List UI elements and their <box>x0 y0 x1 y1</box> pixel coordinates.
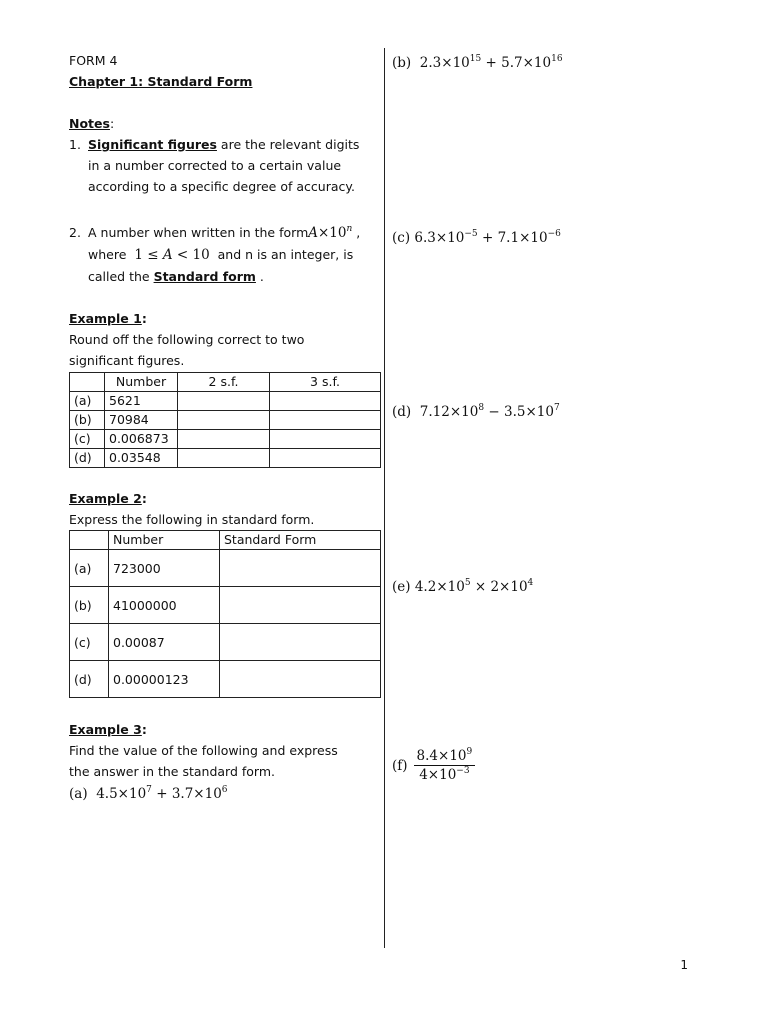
question-f <box>392 748 475 783</box>
question-b-e1: 15 <box>469 54 482 64</box>
table-row <box>70 587 381 624</box>
header-label <box>70 531 109 550</box>
range-condition: 1 ≤ A < 10 <box>134 247 210 263</box>
table-row <box>70 411 381 430</box>
row-number: 0.00000123 <box>109 661 220 698</box>
example-3-title: Example 3 <box>69 722 142 737</box>
question-f-e2: −3 <box>456 766 470 776</box>
table-row <box>70 392 381 411</box>
question-a-m1: 4.5 <box>96 786 118 802</box>
notes-colon: : <box>109 116 115 131</box>
row-label: (d) <box>70 661 109 698</box>
row-label: (c) <box>70 624 109 661</box>
example-3-instruction-1: Find the value of the following and express <box>69 743 338 758</box>
question-d-e2: 7 <box>553 403 560 413</box>
column-divider <box>384 48 385 948</box>
question-b-label: (b) <box>392 55 412 71</box>
question-b-e2: 16 <box>551 54 563 64</box>
example-2-table <box>69 530 381 698</box>
example-1-heading <box>69 308 384 329</box>
answer-cell <box>178 430 270 449</box>
chapter-title: Chapter 1: Standard Form <box>69 74 253 89</box>
question-c-m2: 7.1 <box>497 230 520 246</box>
example-2-title: Example 2 <box>69 491 142 506</box>
question-d-label: (d) <box>392 404 412 420</box>
question-a-e2: 6 <box>221 785 228 795</box>
question-c: (c) $6.3\times 10^{-5} + 7.1\times 10^{-6}$ <box>392 229 561 246</box>
question-f-fraction <box>414 748 476 783</box>
question-a-e1: 7 <box>146 785 152 795</box>
header-label <box>70 373 105 392</box>
note-2: 2. A number when written in the $formA\times 10^n$ , where 1 ≤ A < 10 and n is an integer, is called the Standard form . <box>69 222 384 287</box>
example-3-heading <box>69 719 384 740</box>
question-b-m1: 2.3 <box>419 55 442 71</box>
row-number: 41000000 <box>109 587 220 624</box>
answer-cell <box>220 661 381 698</box>
header-2sf: 2 s.f. <box>178 373 270 392</box>
question-b: (b) $2.3\times 10^{15} + 5.7\times 10^{16}$ <box>392 54 563 71</box>
table-header-row <box>70 373 381 392</box>
note-2-text-4: called the <box>88 269 150 284</box>
table-row <box>70 661 381 698</box>
question-f-e1: 9 <box>466 747 473 757</box>
row-number: 5621 <box>105 392 178 411</box>
example-2-instruction: Express the following in standard form. <box>69 512 315 527</box>
question-e-label: (e) <box>392 579 411 595</box>
example-2-heading <box>69 488 384 509</box>
question-d-op: − <box>488 404 500 420</box>
example-1-table <box>69 372 381 468</box>
example-1-instruction-2: significant figures. <box>69 353 185 368</box>
question-e-op: × <box>474 579 487 595</box>
notes-title: Notes <box>69 116 110 131</box>
question-a: (a) $4.5\times 10^7 + 3.7\times 10^6$ <box>69 785 228 802</box>
header-standard-form: Standard Form <box>220 531 381 550</box>
example-1-colon: : <box>141 311 147 326</box>
question-b-op: + <box>485 55 497 71</box>
answer-cell <box>220 587 381 624</box>
fraction-denominator: $4\times 10^{-3}$ <box>419 766 470 783</box>
question-e-m2: 2 <box>490 579 500 595</box>
significant-figures-term: Significant figures <box>88 137 217 152</box>
row-label: (a) <box>70 550 109 587</box>
row-label: (b) <box>70 411 105 430</box>
table-row <box>70 624 381 661</box>
row-label: (a) <box>70 392 105 411</box>
question-c-op: + <box>481 230 494 246</box>
example-2-colon: : <box>141 491 147 506</box>
form-heading: FORM 4 <box>69 53 118 68</box>
question-e-e1: 5 <box>464 578 471 588</box>
note-1-number: 1. <box>69 137 81 152</box>
table-header-row <box>70 531 381 550</box>
example-1-title: Example 1 <box>69 311 142 326</box>
question-e-e2: 4 <box>527 578 534 588</box>
question-c-e1: −5 <box>464 229 478 239</box>
row-number: 723000 <box>109 550 220 587</box>
note-2-end: . <box>255 269 264 284</box>
table-row <box>70 449 381 468</box>
note-1-line-2: in a number corrected to a certain value <box>88 158 342 173</box>
question-d-e1: 8 <box>478 403 485 413</box>
question-d-m1: 7.12 <box>419 404 450 420</box>
answer-cell <box>220 550 381 587</box>
row-label: (b) <box>70 587 109 624</box>
example-3-colon: : <box>141 722 147 737</box>
question-d: (d) $7.12\times 10^8 - 3.5\times 10^7$ <box>392 403 560 420</box>
left-column <box>69 50 384 805</box>
answer-cell <box>270 411 381 430</box>
note-2-text-2: where <box>88 247 127 262</box>
question-e-m1: 4.2 <box>414 579 437 595</box>
row-number: 0.006873 <box>105 430 178 449</box>
question-c-e2: −6 <box>547 229 561 239</box>
row-number: 0.03548 <box>105 449 178 468</box>
question-c-m1: 6.3 <box>414 230 436 246</box>
table-row <box>70 550 381 587</box>
question-a-op: + <box>156 786 168 802</box>
question-f-m2: 4 <box>419 767 428 783</box>
example-3-instruction-2: the answer in the standard form. <box>69 764 275 779</box>
header-number: Number <box>105 373 178 392</box>
page-number: 1 <box>680 958 688 972</box>
table-row <box>70 430 381 449</box>
answer-cell <box>220 624 381 661</box>
answer-cell <box>270 449 381 468</box>
note-1-line-1: are the relevant digits <box>216 137 360 152</box>
row-label: (c) <box>70 430 105 449</box>
header-3sf: 3 s.f. <box>270 373 381 392</box>
note-2-text-1: A number when written in the form <box>88 225 309 240</box>
example-1-instruction-1: Round off the following correct to two <box>69 332 305 347</box>
row-number: 70984 <box>105 411 178 430</box>
question-a-m2: 3.7 <box>171 786 194 802</box>
note-2-text-3: and n is an integer, is <box>217 247 354 262</box>
notes-heading <box>69 113 384 134</box>
question-a-label: (a) <box>69 786 88 802</box>
question-c-label: (c) <box>392 230 411 246</box>
header-number: Number <box>109 531 220 550</box>
answer-cell <box>270 430 381 449</box>
note-1-line-3: according to a specific degree of accuracy. <box>88 179 355 194</box>
note-2-number: 2. <box>69 225 81 240</box>
question-e: (e) $4.2\times 10^5 \times 2\times 10^4$ <box>392 578 534 595</box>
standard-form-expression: $A\times 10^n$ <box>308 224 353 241</box>
answer-cell <box>270 392 381 411</box>
question-b-m2: 5.7 <box>501 55 523 71</box>
note-1 <box>69 134 384 197</box>
answer-cell <box>178 392 270 411</box>
question-f-label: (f) <box>392 757 408 774</box>
row-label: (d) <box>70 449 105 468</box>
standard-form-term: Standard form <box>153 269 256 284</box>
question-d-m2: 3.5 <box>503 404 526 420</box>
answer-cell <box>178 449 270 468</box>
question-f-m1: 8.4 <box>416 748 439 764</box>
answer-cell <box>178 411 270 430</box>
fraction-numerator: $8.4\times 10^9$ <box>414 748 476 766</box>
row-number: 0.00087 <box>109 624 220 661</box>
